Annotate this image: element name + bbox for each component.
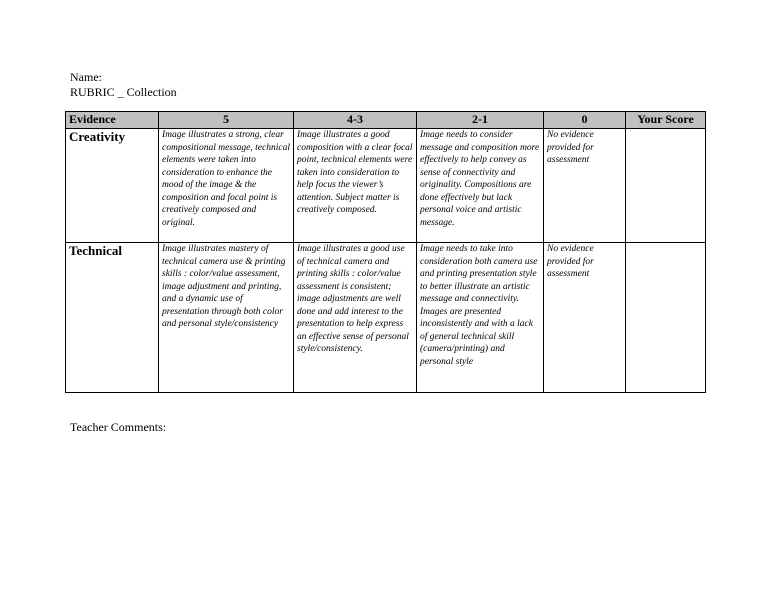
column-header-5: 5: [159, 112, 294, 129]
name-label: Name:: [70, 70, 102, 84]
table-header-row: [66, 112, 706, 129]
creativity-level-4-3: Image illustrates a good composition with a clear focal point, technical elements were taken into consideration to help focus the viewer’s attention. Subject matter is creatively composed.: [294, 129, 417, 243]
column-header-4-3: 4-3: [294, 112, 417, 129]
rubric-title: RUBRIC _ Collection: [70, 85, 177, 99]
technical-level-4-3: Image illustrates a good use of technical camera and printing skills : color/value assessment is consistent; image adjustments are well done and add interest to the presentation to help express an effective sense of personal style/consistency.: [294, 243, 417, 393]
table-row-technical: [66, 243, 706, 393]
rubric-table: [65, 111, 706, 393]
technical-level-2-1: Image needs to take into consideration both camera use and printing presentation style to better illustrate an artistic message and connectivity. Images are presented inconsistently and with a lack of general technical skill (camera/printing) and personal style: [417, 243, 544, 393]
technical-level-5: Image illustrates mastery of technical camera use & printing skills : color/value assessment, image adjustment and printing, and a dynamic use of presentation through both color and personal style/consistency: [159, 243, 294, 393]
column-header-evidence: Evidence: [66, 112, 159, 129]
technical-score-cell[interactable]: [626, 243, 706, 393]
creativity-level-2-1: Image needs to consider message and composition more effectively to help convey as sense of connectivity and originality. Compositions are done effectively but lack personal voice and artistic message.: [417, 129, 544, 243]
creativity-level-0: No evidence provided for assessment: [544, 129, 626, 243]
table-row-creativity: [66, 129, 706, 243]
criterion-technical: Technical: [66, 243, 159, 393]
creativity-level-5: Image illustrates a strong, clear compositional message, technical elements were taken into consideration to enhance the mood of the image & the composition and focal point is creatively composed and original.: [159, 129, 294, 243]
column-header-your-score: Your Score: [626, 112, 706, 129]
column-header-0: 0: [544, 112, 626, 129]
criterion-creativity: Creativity: [66, 129, 159, 243]
column-header-2-1: 2-1: [417, 112, 544, 129]
creativity-score-cell[interactable]: [626, 129, 706, 243]
technical-level-0: No evidence provided for assessment: [544, 243, 626, 393]
teacher-comments-label: Teacher Comments:: [70, 420, 167, 434]
